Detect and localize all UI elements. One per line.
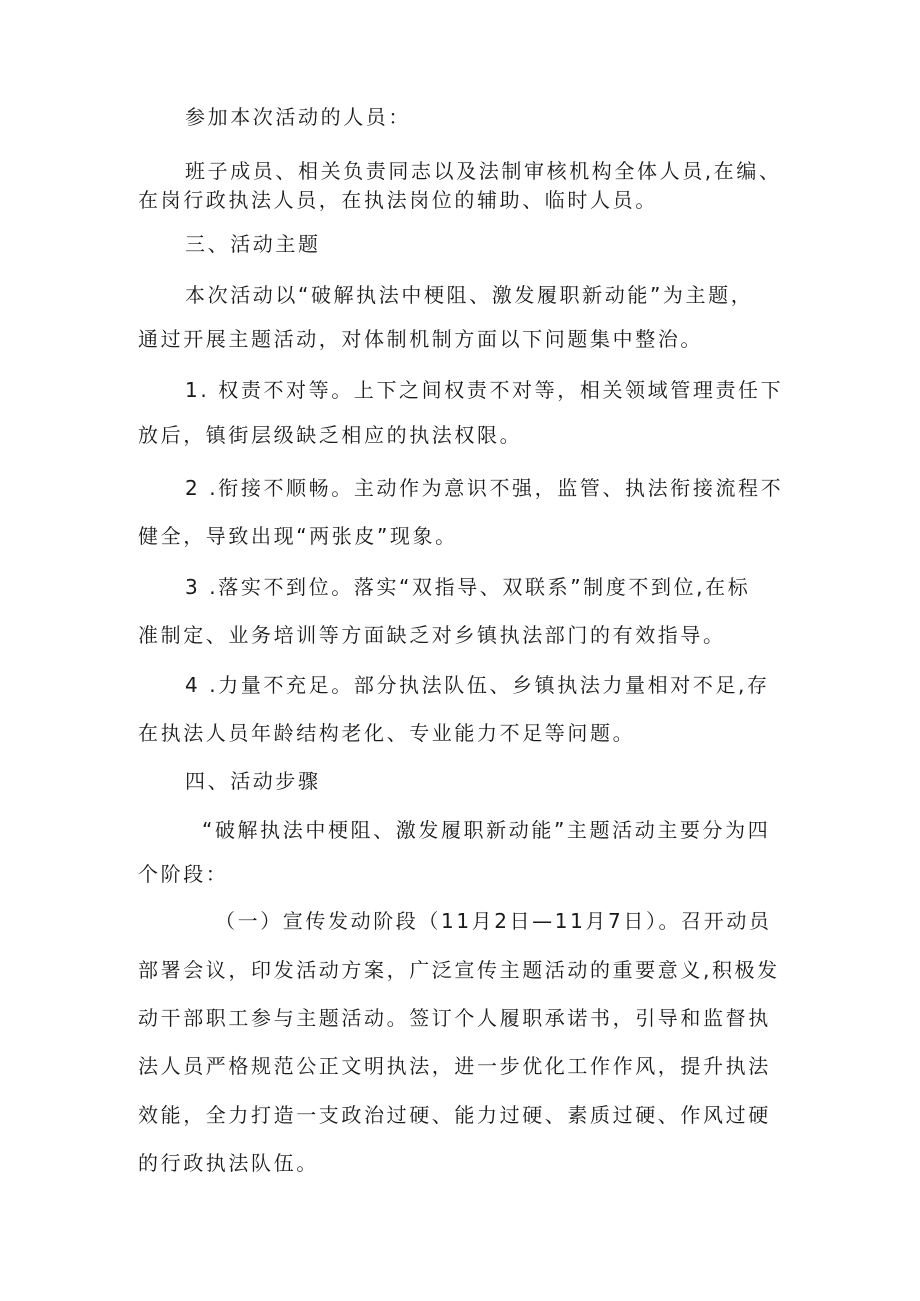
item-2-line-1: 2 .衔接不顺畅。主动作为意识不强，监管、执法衔接流程不 bbox=[185, 476, 784, 500]
paragraph-participants-heading: 参加本次活动的人员： bbox=[185, 105, 411, 129]
paragraph-theme-line-1: 本次活动以“破解执法中梗阻、激发履职新动能”为主题， bbox=[185, 283, 754, 307]
item-2-line-2: 健全，导致出现“两张皮”现象。 bbox=[138, 524, 458, 548]
item-3-line-2: 准制定、业务培训等方面缺乏对乡镇执法部门的有效指导。 bbox=[138, 623, 726, 647]
section-heading-steps: 四、活动步骤 bbox=[185, 769, 321, 793]
stage-1-line-3: 动干部职工参与主题活动。签订个人履职承诺书，引导和监督执 bbox=[138, 1006, 771, 1030]
section-heading-theme: 三、活动主题 bbox=[185, 232, 321, 256]
paragraph-steps-line-2: 个阶段： bbox=[138, 862, 229, 886]
stage-1-line-1: （一）宣传发动阶段（11月2日—11月7日）。召开动员 bbox=[215, 909, 772, 933]
paragraph-participants-line-2: 在岗行政执法人员，在执法岗位的辅助、临时人员。 bbox=[138, 188, 658, 212]
stage-1-line-4: 法人员严格规范公正文明执法，进一步优化工作作风，提升执法 bbox=[138, 1054, 771, 1078]
stage-1-line-2: 部署会议，印发活动方案，广泛宣传主题活动的重要意义,积极发 bbox=[138, 958, 780, 982]
paragraph-theme-line-2: 通过开展主题活动，对体制机制方面以下问题集中整治。 bbox=[138, 327, 703, 351]
item-1-line-2: 放后，镇街层级缺乏相应的执法权限。 bbox=[138, 423, 523, 447]
paragraph-steps-line-1: “破解执法中梗阻、激发履职新动能”主题活动主要分为四 bbox=[202, 818, 771, 842]
stage-1-line-6: 的行政执法队伍。 bbox=[138, 1151, 319, 1175]
item-4-line-2: 在执法人员年龄结构老化、专业能力不足等问题。 bbox=[138, 721, 636, 745]
item-4-line-1: 4 .力量不充足。部分执法队伍、乡镇执法力量相对不足,存 bbox=[185, 673, 770, 697]
item-1-line-1: 1. 权责不对等。上下之间权责不对等，相关领域管理责任下 bbox=[185, 378, 784, 402]
paragraph-participants-line-1: 班子成员、相关负责同志以及法制审核机构全体人员,在编、 bbox=[185, 159, 782, 183]
stage-1-line-5: 效能，全力打造一支政治过硬、能力过硬、素质过硬、作风过硬 bbox=[138, 1103, 771, 1127]
item-3-line-1: 3 .落实不到位。落实“双指导、双联系”制度不到位,在标 bbox=[185, 575, 751, 599]
